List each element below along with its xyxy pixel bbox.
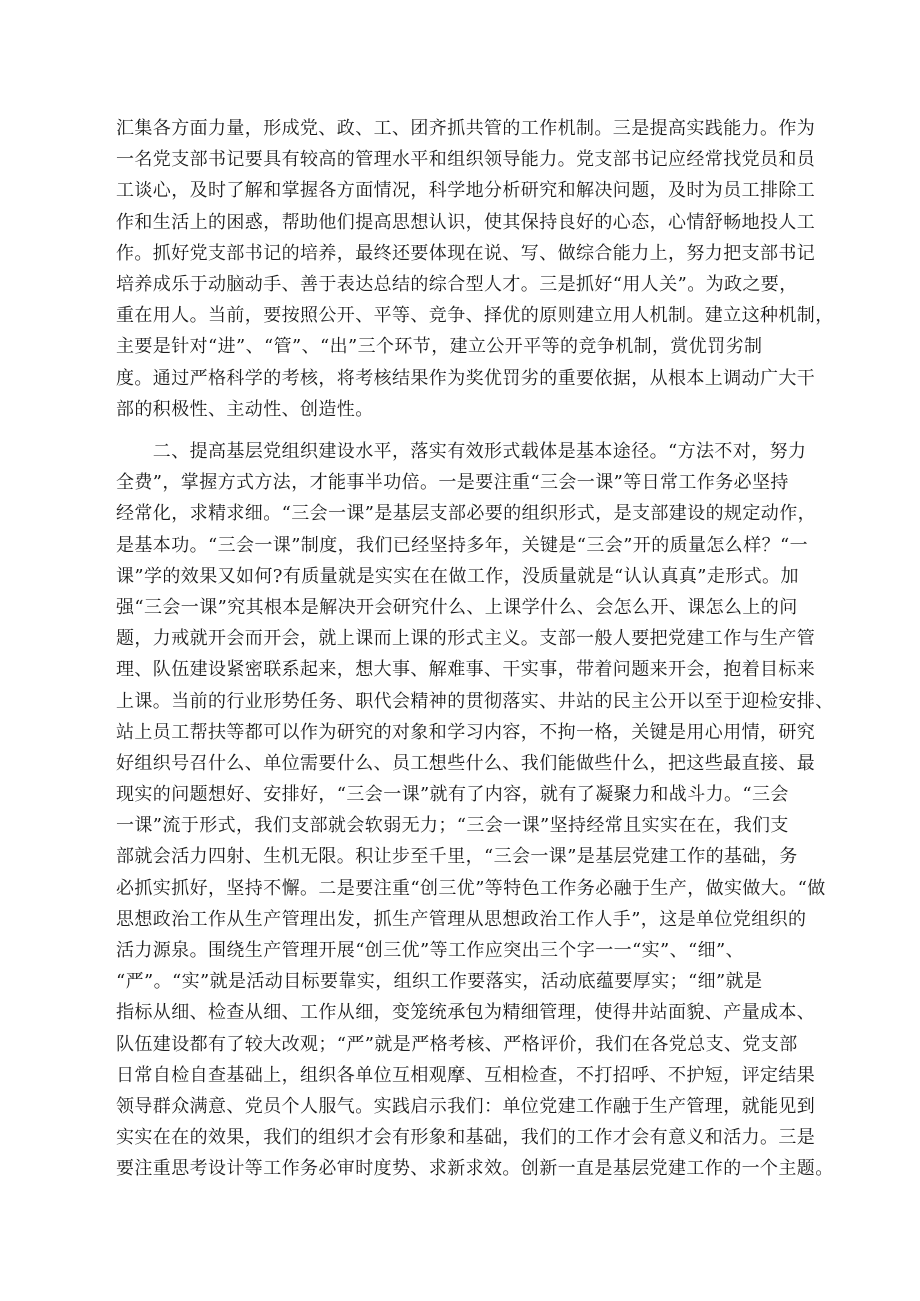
paragraph-1-line: 作和生活上的困惑，帮助他们提高思想认识，使其保持良好的心态，心情舒畅地投人工 [116, 211, 816, 233]
paragraph-2-line: 指标从细、检查从细、工作从细，变笼统承包为精细管理，使得井站面貌、产量成本、 [116, 1002, 816, 1024]
paragraph-2-line: 要注重思考设计等工作务必审时度势、求新求效。创新一直是基层党建工作的一个主题。 [116, 1158, 834, 1180]
paragraph-2-line: 现实的问题想好、安排好，“三会一课”就有了内容，就有了凝聚力和战斗力。“三会 [116, 784, 789, 806]
paragraph-1-line: 汇集各方面力量，形成党、政、工、团齐抓共管的工作机制。三是提高实践能力。作为 [116, 118, 816, 139]
paragraph-2-line: 全费”，掌握方式方法，才能事半功倍。一是要注重“三会一课”等日常工作务必坚持 [116, 472, 789, 494]
paragraph-2-line: 活力源泉。围绕生产管理开展“创三优”等工作应突出三个字一一“实”、“细”、 [116, 940, 745, 961]
paragraph-2-line: 二、提高基层党组织建设水平，落实有效形式载体是基本途径。“方法不对，努力 [116, 441, 807, 462]
paragraph-2-line: 是基本功。“三会一课”制度，我们已经坚持多年，关键是“三会”开的质量怎么样？“一 [116, 534, 809, 556]
paragraph-2-line: 站上员工帮扶等都可以作为研究的对象和学习内容，不拘一格，关键是用心用情，研究 [116, 721, 816, 743]
paragraph-2-line: 题，力戒就开会而开会，就上课而上课的形式主义。支部一般人要把党建工作与生产管 [116, 628, 816, 650]
paragraph-2-line: 必抓实抓好，坚持不懈。二是要注重“创三优”等特色工作务必融于生产，做实做大。“做 [116, 877, 826, 899]
paragraph-1 [116, 113, 834, 425]
paragraph-2-line: 部就会活力四射、生机无限。积让步至千里，“三会一课”是基层党建工作的基础，务 [116, 846, 798, 868]
paragraph-2-line: 经常化，求精求细。“三会一课”是基层支部必要的组织形式，是支部建设的规定动作， [116, 503, 817, 525]
paragraph-2-line: 领导群众满意、党员个人服气。实践启示我们：单位党建工作融于生产管理，就能见到 [116, 1095, 816, 1117]
paragraph-2-line: 实实在在的效果，我们的组织才会有形象和基础，我们的工作才会有意义和活力。三是 [116, 1127, 816, 1149]
paragraph-2-line: 队伍建设都有了较大改观；“严”就是严格考核、严格评价，我们在各党总支、党支部 [116, 1033, 798, 1055]
paragraph-2-line: 上课。当前的行业形势任务、职代会精神的贯彻落实、井站的民主公开以至于迎检安排、 [116, 690, 834, 712]
paragraph-1-line: 一名党支部书记要具有较高的管理水平和组织领导能力。党支部书记应经常找党员和员 [116, 149, 816, 171]
paragraph-2-line: 强“三会一课”究其根本是解决开会研究什么、上课学什么、会怎么开、课怎么上的问 [116, 596, 798, 618]
paragraph-2-line: 一课”流于形式，我们支部就会软弱无力；“三会一课”坚持经常且实实在在，我们支 [116, 815, 789, 837]
paragraph-1-line: 主要是针对“进”、“管”、“出”三个环节，建立公开平等的竞争机制，赏优罚劣制 [116, 336, 763, 358]
paragraph-2 [116, 436, 834, 1185]
paragraph-1-line: 作。抓好党支部书记的培养，最终还要体现在说、写、做综合能力上，努力把支部书记 [116, 242, 816, 264]
paragraph-1-line: 培养成乐于动脑动手、善于表达总结的综合型人才。三是抓好“用人关”。为政之要， [116, 273, 798, 295]
paragraph-2-line: 思想政治工作从生产管理出发，抓生产管理从思想政治工作人手”，这是单位党组织的 [116, 908, 807, 930]
paragraph-2-line: 理、队伍建设紧密联系起来，想大事、解难事、干实事，带着问题来开会，抱着目标来 [116, 659, 816, 681]
paragraph-1-line: 度。通过严格科学的考核，将考核结果作为奖优罚劣的重要依据，从根本上调动广大干 [116, 367, 816, 389]
paragraph-1-line: 重在用人。当前，要按照公开、平等、竞争、择优的原则建立用人机制。建立这种机制， [116, 305, 834, 327]
paragraph-2-line: “严”。“实”就是活动目标要靠实，组织工作要落实，活动底蕴要厚实；“细”就是 [116, 971, 763, 993]
paragraph-2-line: 好组织号召什么、单位需要什么、员工想些什么、我们能做些什么，把这些最直接、最 [116, 752, 816, 774]
paragraph-1-line: 工谈心，及时了解和掌握各方面情况，科学地分析研究和解决问题，及时为员工排除工 [116, 180, 816, 202]
paragraph-2-line: 日常自检自查基础上，组织各单位互相观摩、互相检查，不打招呼、不护短，评定结果 [116, 1064, 816, 1086]
paragraph-2-line: 课”学的效果又如何?有质量就是实实在在做工作，没质量就是“认认真真”走形式。加 [116, 565, 799, 587]
paragraph-1-line: 部的积极性、主动性、创造性。 [116, 398, 374, 420]
